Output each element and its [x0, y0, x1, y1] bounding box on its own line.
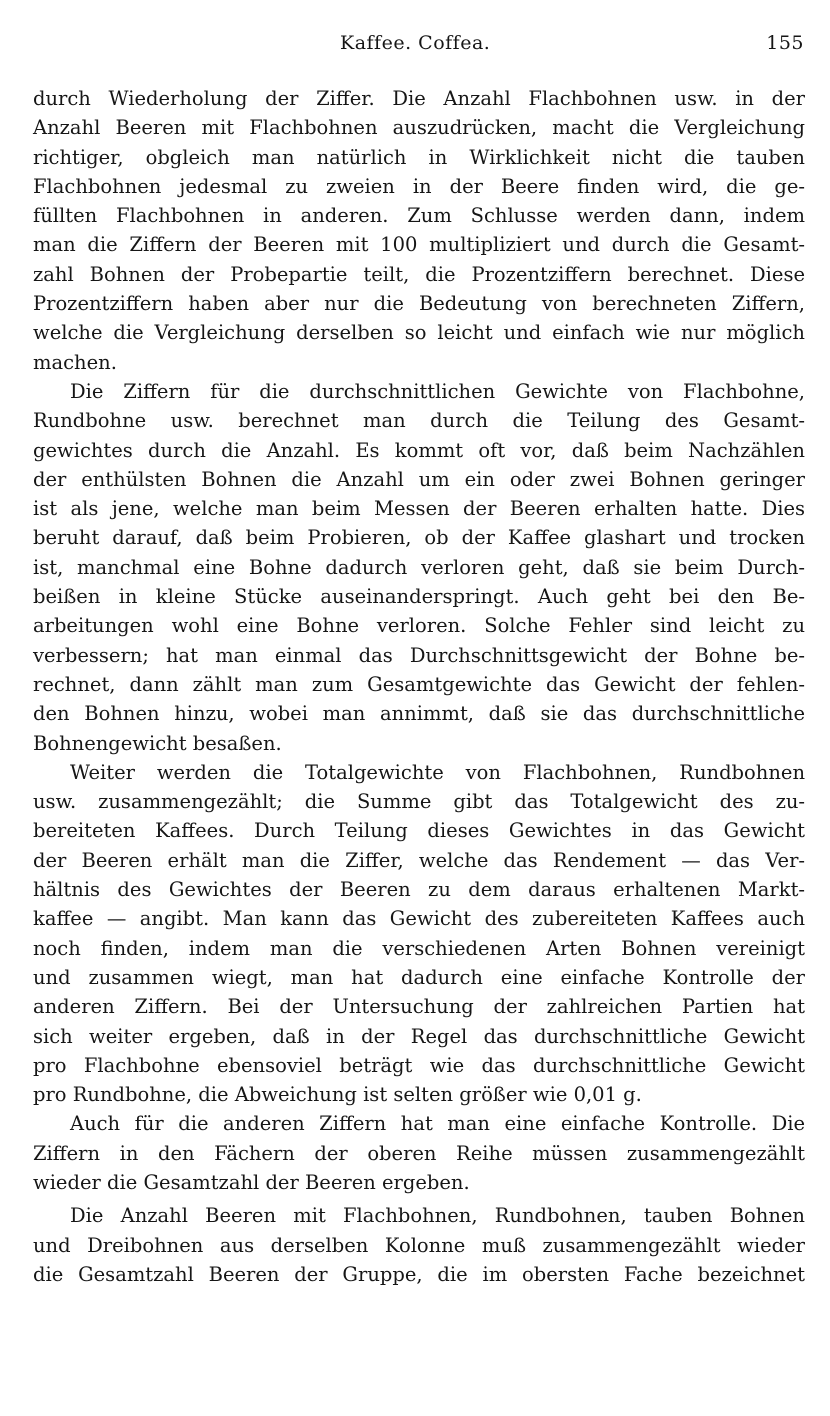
- text-line: verbessern; hat man einmal das Durchschnittsgewicht der Bohne be-: [33, 643, 805, 667]
- text-line: und zusammen wiegt, man hat dadurch eine einfache Kontrolle der: [33, 965, 805, 989]
- paragraph: [33, 1201, 805, 1289]
- paragraph: [33, 1109, 805, 1197]
- page-number: 155: [766, 32, 804, 54]
- text-line: rechnet, dann zählt man zum Gesamtgewichte das Gewicht der fehlen-: [33, 672, 805, 696]
- text-line: Die Anzahl Beeren mit Flachbohnen, Rundbohnen, tauben Bohnen: [70, 1204, 805, 1228]
- text-line: beißen in kleine Stücke auseinanderspringt. Auch geht bei den Be-: [33, 585, 805, 609]
- text-line: Die Ziffern für die durchschnittlichen Gewichte von Flachbohne,: [70, 379, 805, 403]
- text-line: der Beeren erhält man die Ziffer, welche das Rendement — das Ver-: [33, 848, 805, 872]
- running-header: [0, 32, 830, 58]
- text-line: arbeitungen wohl eine Bohne verloren. Solche Fehler sind leicht zu: [33, 614, 805, 638]
- text-line: welche die Vergleichung derselben so leicht und einfach wie nur möglich: [33, 321, 805, 345]
- text-line: anderen Ziffern. Bei der Untersuchung der zahlreichen Partien hat: [33, 995, 805, 1019]
- text-line: ist als jene, welche man beim Messen der Beeren erhalten hatte. Dies: [33, 497, 805, 521]
- paragraph: [33, 377, 805, 758]
- text-line: noch finden, indem man die verschiedenen Arten Bohnen vereinigt: [33, 936, 805, 960]
- text-line: Anzahl Beeren mit Flachbohnen auszudrücken, macht die Vergleichung: [33, 116, 805, 140]
- text-line: richtiger, obgleich man natürlich in Wirklichkeit nicht die tauben: [33, 145, 805, 169]
- text-line: pro Rundbohne, die Abweichung ist selten größer wie 0,01 g.: [33, 1083, 642, 1107]
- text-line: Weiter werden die Totalgewichte von Flachbohnen, Rundbohnen: [70, 760, 805, 784]
- text-line: die Gesamtzahl Beeren der Gruppe, die im obersten Fache bezeichnet: [33, 1262, 805, 1286]
- text-line: der enthülsten Bohnen die Anzahl um ein oder zwei Bohnen geringer: [33, 467, 805, 491]
- text-line: und Dreibohnen aus derselben Kolonne muß zusammengezählt wieder: [33, 1233, 805, 1257]
- text-line: man die Ziffern der Beeren mit 100 multipliziert und durch die Gesamt-: [33, 233, 805, 257]
- text-line: zahl Bohnen der Probepartie teilt, die Prozentziffern berechnet. Diese: [33, 262, 805, 286]
- text-line: Bohnengewicht besaßen.: [33, 731, 282, 755]
- text-line: bereiteten Kaffees. Durch Teilung dieses Gewichtes in das Gewicht: [33, 819, 805, 843]
- paragraph: [33, 84, 805, 377]
- text-line: ist, manchmal eine Bohne dadurch verloren geht, daß sie beim Durch-: [33, 555, 805, 579]
- text-line: den Bohnen hinzu, wobei man annimmt, daß sie das durchschnittliche: [33, 702, 805, 726]
- text-line: hältnis des Gewichtes der Beeren zu dem daraus erhaltenen Markt-: [33, 878, 805, 902]
- text-line: Prozentziffern haben aber nur die Bedeutung von berechneten Ziffern,: [33, 292, 805, 316]
- paragraph: [33, 758, 805, 1110]
- text-line: sich weiter ergeben, daß in der Regel das durchschnittliche Gewicht: [33, 1024, 805, 1048]
- text-line: beruht darauf, daß beim Probieren, ob der Kaffee glashart und trocken: [33, 526, 805, 550]
- text-line: Flachbohnen jedesmal zu zweien in der Beere finden wird, die ge-: [33, 174, 805, 198]
- text-line: wieder die Gesamtzahl der Beeren ergeben.: [33, 1170, 470, 1194]
- text-line: Ziffern in den Fächern der oberen Reihe müssen zusammengezählt: [33, 1141, 805, 1165]
- text-line: kaffee — angibt. Man kann das Gewicht des zubereiteten Kaffees auch: [33, 907, 805, 931]
- text-line: füllten Flachbohnen in anderen. Zum Schlusse werden dann, indem: [33, 204, 805, 228]
- text-line: Auch für die anderen Ziffern hat man eine einfache Kontrolle. Die: [70, 1112, 805, 1136]
- text-line: pro Flachbohne ebensoviel beträgt wie das durchschnittliche Gewicht: [33, 1053, 805, 1077]
- text-line: machen.: [33, 350, 117, 374]
- body-text: [33, 84, 805, 1289]
- text-line: durch Wiederholung der Ziffer. Die Anzahl Flachbohnen usw. in der: [33, 87, 805, 110]
- text-line: gewichtes durch die Anzahl. Es kommt oft vor, daß beim Nachzählen: [33, 438, 805, 462]
- text-line: Rundbohne usw. berechnet man durch die Teilung des Gesamt-: [33, 409, 805, 433]
- text-line: usw. zusammengezählt; die Summe gibt das Totalgewicht des zu-: [33, 790, 805, 814]
- running-title: Kaffee. Coffea.: [340, 32, 491, 54]
